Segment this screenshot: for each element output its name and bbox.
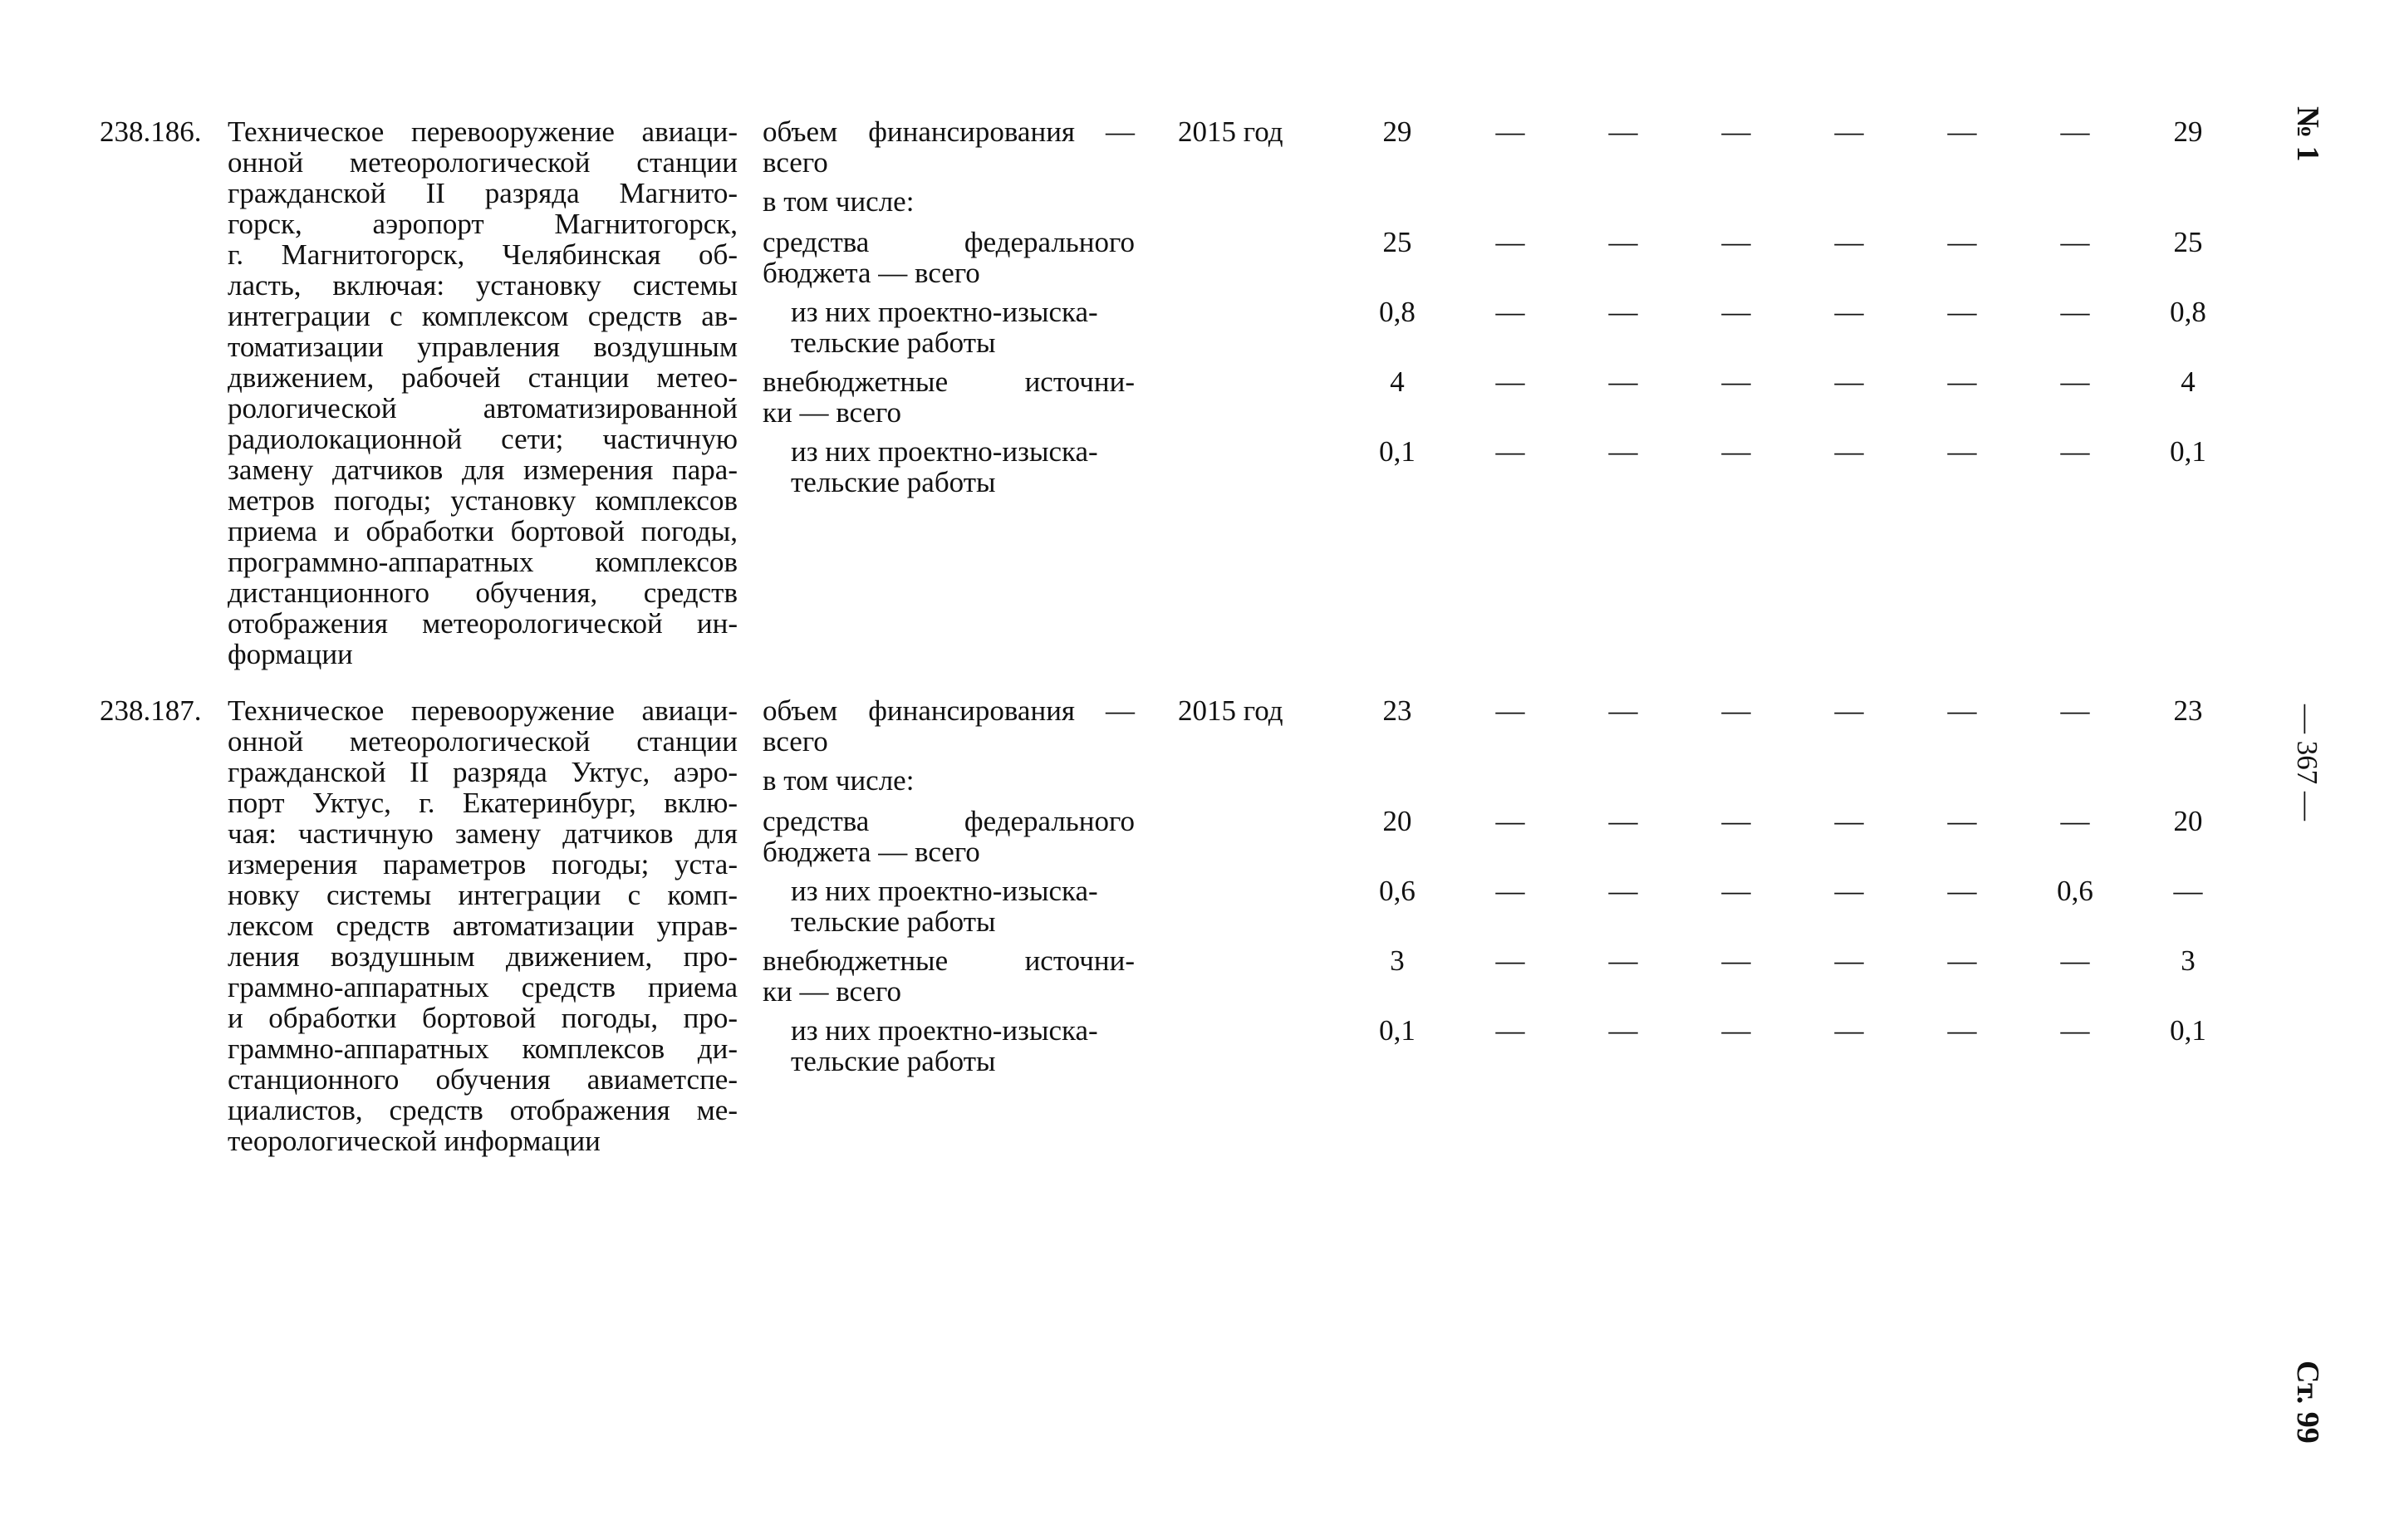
value-cell: — bbox=[1721, 805, 1751, 837]
value-cell: 0,1 bbox=[2170, 1014, 2206, 1047]
title-line: Техническое перевооружение авиаци- bbox=[228, 115, 738, 148]
value-cell: — bbox=[1834, 944, 1864, 977]
title-line: замену датчиков для измерения пара- bbox=[228, 454, 738, 486]
value-cell: — bbox=[1608, 944, 1638, 977]
title-line: томатизации управления воздушным bbox=[228, 331, 738, 363]
title-line: рологической автоматизированной bbox=[228, 392, 738, 424]
value-cell: — bbox=[1495, 805, 1525, 837]
label-line: внебюджетные источни- bbox=[763, 944, 1135, 977]
value-cell: — bbox=[1721, 944, 1751, 977]
value-cell: 0,8 bbox=[2170, 296, 2206, 328]
value-cell: 0,1 bbox=[2170, 435, 2206, 468]
value-cell: — bbox=[1834, 1014, 1864, 1047]
label-line: бюджета — всего bbox=[763, 836, 980, 868]
value-cell: — bbox=[1495, 1014, 1525, 1047]
value-cell: — bbox=[2060, 226, 2090, 258]
funding-row-label bbox=[763, 765, 1135, 796]
entry-year: 2015 год bbox=[1178, 115, 1283, 148]
funding-row-label bbox=[763, 227, 1135, 288]
title-line: движением, рабочей станции метео- bbox=[228, 361, 738, 394]
funding-row-label bbox=[791, 1015, 1135, 1077]
title-line: ласть, включая: установку системы bbox=[228, 269, 738, 302]
value-cell: — bbox=[1495, 365, 1525, 398]
label-line: средства федерального bbox=[763, 226, 1135, 258]
label-line: ки — всего bbox=[763, 975, 902, 1008]
title-line: порт Уктус, г. Екатеринбург, вклю- bbox=[228, 787, 738, 819]
value-cell: 0,6 bbox=[1379, 875, 1415, 907]
value-cell: — bbox=[2060, 944, 2090, 977]
value-cell: 0,6 bbox=[2057, 875, 2093, 907]
label-line: тельские работы bbox=[791, 466, 996, 498]
label-line: тельские работы bbox=[791, 1045, 996, 1077]
title-line: программно-аппаратных комплексов bbox=[228, 546, 738, 578]
title-line: приема и обработки бортовой погоды, bbox=[228, 515, 738, 547]
value-cell: — bbox=[1608, 435, 1638, 468]
title-line: новку системы интеграции с комп- bbox=[228, 879, 738, 911]
value-cell: 4 bbox=[2181, 365, 2195, 398]
title-line: граммно-аппаратных средств приема bbox=[228, 971, 738, 1003]
label-line: из них проектно-изыска- bbox=[791, 435, 1098, 468]
value-cell: — bbox=[1608, 226, 1638, 258]
value-cell: — bbox=[1834, 875, 1864, 907]
label-line: из них проектно-изыска- bbox=[791, 1014, 1098, 1047]
title-line: теорологической информации bbox=[228, 1125, 601, 1157]
value-cell: — bbox=[1608, 875, 1638, 907]
value-cell: — bbox=[1721, 226, 1751, 258]
value-cell: — bbox=[1608, 805, 1638, 837]
title-line: горск, аэропорт Магнитогорск, bbox=[228, 208, 738, 240]
value-cell: — bbox=[1834, 694, 1864, 727]
value-cell: — bbox=[1947, 115, 1977, 148]
value-cell: — bbox=[2060, 365, 2090, 398]
value-cell: 20 bbox=[2173, 805, 2203, 837]
value-cell: 3 bbox=[2181, 944, 2195, 977]
value-cell: — bbox=[2060, 435, 2090, 468]
value-cell: — bbox=[1495, 226, 1525, 258]
label-line: из них проектно-изыска- bbox=[791, 296, 1098, 328]
value-cell: 29 bbox=[1382, 115, 1412, 148]
value-cell: — bbox=[2060, 296, 2090, 328]
funding-row-label bbox=[791, 875, 1135, 937]
value-cell: — bbox=[2173, 875, 2203, 907]
title-line: циалистов, средств отображения ме- bbox=[228, 1094, 738, 1126]
title-line: лексом средств автоматизации управ- bbox=[228, 910, 738, 942]
value-cell: 0,8 bbox=[1379, 296, 1415, 328]
value-cell: — bbox=[1608, 115, 1638, 148]
entry-number: 238.186. bbox=[100, 115, 202, 148]
title-line: чая: частичную замену датчиков для bbox=[228, 817, 738, 850]
label-line: средства федерального bbox=[763, 805, 1135, 837]
label-line: тельские работы bbox=[791, 326, 996, 359]
value-cell: — bbox=[2060, 115, 2090, 148]
label-line: объем финансирования — bbox=[763, 694, 1135, 727]
label-line: тельские работы bbox=[791, 905, 996, 938]
funding-row-label bbox=[763, 116, 1135, 178]
value-cell: 4 bbox=[1390, 365, 1405, 398]
value-cell: — bbox=[1947, 694, 1977, 727]
title-line: гражданской II разряда Магнито- bbox=[228, 177, 738, 209]
value-cell: 29 bbox=[2173, 115, 2203, 148]
value-cell: — bbox=[1608, 1014, 1638, 1047]
value-cell: — bbox=[1947, 1014, 1977, 1047]
label-line: из них проектно-изыска- bbox=[791, 875, 1098, 907]
value-cell: — bbox=[1947, 435, 1977, 468]
value-cell: — bbox=[1721, 1014, 1751, 1047]
value-cell: — bbox=[1721, 115, 1751, 148]
title-line: радиолокационной сети; частичную bbox=[228, 423, 738, 455]
value-cell: — bbox=[1834, 805, 1864, 837]
label-line: в том числе: bbox=[763, 185, 915, 218]
title-line: станционного обучения авиаметспе- bbox=[228, 1063, 738, 1096]
value-cell: — bbox=[1495, 944, 1525, 977]
entry-year: 2015 год bbox=[1178, 694, 1283, 727]
title-line: г. Магнитогорск, Челябинская об- bbox=[228, 238, 738, 271]
title-line: дистанционного обучения, средств bbox=[228, 576, 738, 609]
article-number: Ст. 99 bbox=[2290, 1361, 2325, 1444]
value-cell: — bbox=[1834, 365, 1864, 398]
title-line: онной метеорологической станции bbox=[228, 725, 738, 758]
label-line: всего bbox=[763, 146, 828, 179]
funding-row-label bbox=[763, 806, 1135, 867]
entry-title bbox=[228, 695, 738, 1156]
value-cell: — bbox=[1947, 365, 1977, 398]
value-cell: — bbox=[1721, 694, 1751, 727]
entry-number: 238.187. bbox=[100, 694, 202, 727]
value-cell: — bbox=[1721, 365, 1751, 398]
value-cell: — bbox=[1947, 226, 1977, 258]
title-line: метров погоды; установку комплексов bbox=[228, 484, 738, 517]
value-cell: — bbox=[2060, 805, 2090, 837]
value-cell: — bbox=[1721, 875, 1751, 907]
value-cell: — bbox=[1721, 435, 1751, 468]
value-cell: — bbox=[1834, 435, 1864, 468]
value-cell: — bbox=[1834, 226, 1864, 258]
value-cell: — bbox=[1721, 296, 1751, 328]
value-cell: 20 bbox=[1382, 805, 1412, 837]
value-cell: 3 bbox=[1390, 944, 1405, 977]
value-cell: 23 bbox=[2173, 694, 2203, 727]
title-line: формации bbox=[228, 638, 353, 670]
entry-title bbox=[228, 116, 738, 669]
value-cell: — bbox=[1495, 694, 1525, 727]
value-cell: — bbox=[1608, 296, 1638, 328]
value-cell: — bbox=[1608, 365, 1638, 398]
value-cell: — bbox=[1495, 115, 1525, 148]
value-cell: — bbox=[1834, 296, 1864, 328]
title-line: гражданской II разряда Уктус, аэро- bbox=[228, 756, 738, 788]
value-cell: 23 bbox=[1382, 694, 1412, 727]
value-cell: 0,1 bbox=[1379, 1014, 1415, 1047]
funding-row-label bbox=[763, 186, 1135, 217]
value-cell: — bbox=[1947, 944, 1977, 977]
value-cell: — bbox=[1834, 115, 1864, 148]
value-cell: — bbox=[2060, 694, 2090, 727]
value-cell: — bbox=[1947, 296, 1977, 328]
label-line: ки — всего bbox=[763, 396, 902, 429]
title-line: граммно-аппаратных комплексов ди- bbox=[228, 1032, 738, 1065]
title-line: интеграции с комплексом средств ав- bbox=[228, 300, 738, 332]
value-cell: — bbox=[1495, 296, 1525, 328]
label-line: всего bbox=[763, 725, 828, 758]
title-line: Техническое перевооружение авиаци- bbox=[228, 694, 738, 727]
value-cell: 0,1 bbox=[1379, 435, 1415, 468]
label-line: бюджета — всего bbox=[763, 257, 980, 289]
funding-row-label bbox=[763, 366, 1135, 428]
value-cell: 25 bbox=[2173, 226, 2203, 258]
value-cell: — bbox=[1495, 875, 1525, 907]
value-cell: — bbox=[1495, 435, 1525, 468]
funding-row-label bbox=[763, 945, 1135, 1007]
title-line: онной метеорологической станции bbox=[228, 146, 738, 179]
title-line: отображения метеорологической ин- bbox=[228, 607, 738, 640]
title-line: ления воздушным движением, про- bbox=[228, 940, 738, 973]
title-line: измерения параметров погоды; уста- bbox=[228, 848, 738, 880]
value-cell: — bbox=[1947, 805, 1977, 837]
value-cell: 25 bbox=[1382, 226, 1412, 258]
value-cell: — bbox=[2060, 1014, 2090, 1047]
label-line: внебюджетные источни- bbox=[763, 365, 1135, 398]
page-number: — 367 — bbox=[2291, 704, 2323, 821]
funding-row-label bbox=[791, 297, 1135, 358]
label-line: объем финансирования — bbox=[763, 115, 1135, 148]
issue-number: № 1 bbox=[2290, 106, 2325, 162]
label-line: в том числе: bbox=[763, 764, 915, 797]
value-cell: — bbox=[1608, 694, 1638, 727]
title-line: и обработки бортовой погоды, про- bbox=[228, 1002, 738, 1034]
value-cell: — bbox=[1947, 875, 1977, 907]
funding-row-label bbox=[763, 695, 1135, 757]
funding-row-label bbox=[791, 436, 1135, 498]
